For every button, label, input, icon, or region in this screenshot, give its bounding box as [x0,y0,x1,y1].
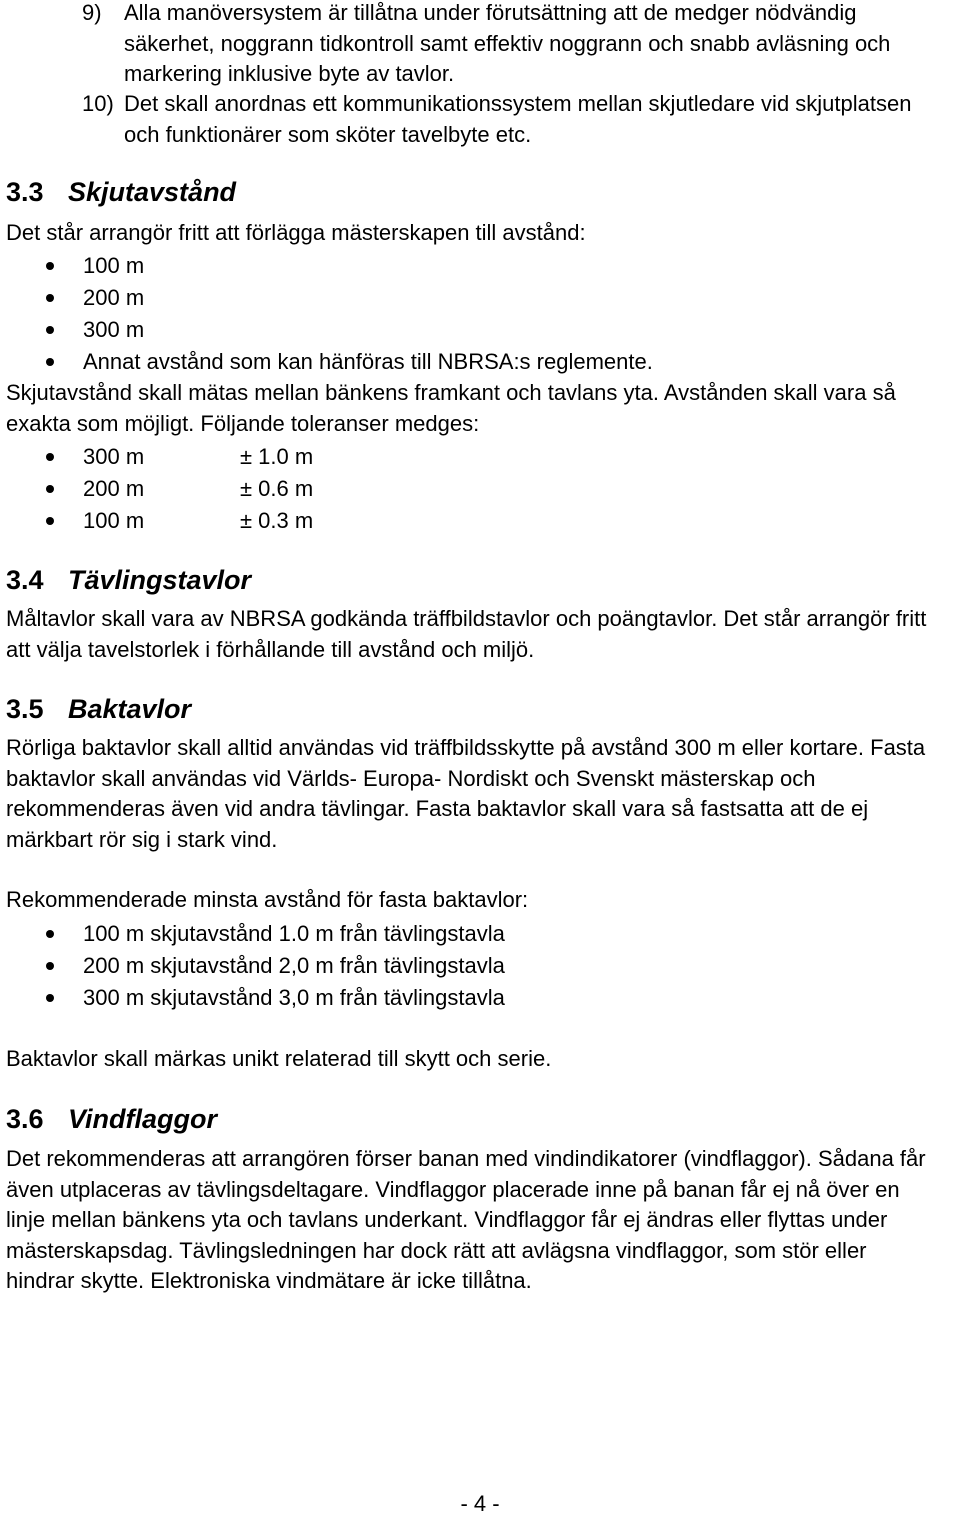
section-number: 3.6 [6,1104,44,1134]
section-3-5-recommend-intro: Rekommenderade minsta avstånd för fasta baktavlor: [6,887,529,912]
list-item [0,346,950,378]
list-item-text: 200 m [83,285,145,310]
section-heading-3-3 [6,176,236,208]
item-number: 10) [82,91,114,116]
section-heading-3-5 [6,693,191,725]
bullet-icon [46,326,54,334]
item-text: Alla manöversystem är tillåtna under förutsättning att de medger nödvändig säkerhet, noggrann tidkontroll samt effektiv noggrann och snabb avläsning och markering inklusive byte av tavlor. [124,0,891,86]
list-item-text: 300 m skjutavstånd 3,0 m från tävlingstavla [83,985,505,1010]
numbered-item-10 [82,89,920,150]
section-3-5-text: Rörliga baktavlor skall alltid användas vid träffbildsskytte på avstånd 300 m eller kortare. Fasta baktavlor skall användas vid Världs- Europa- Nordiskt och Svenskt mästerskap och rekommenderas även vid andra tävlingar. Fasta baktavlor skall vara så fastsatta att de ej märkbart rör sig i stark vind. [6,735,926,852]
section-number: 3.3 [6,177,44,207]
section-3-4-text: Måltavlor skall vara av NBRSA godkända träffbildstavlor och poängtavlor. Det står arrangör fritt att välja tavelstorlek i förhållande till avstånd och miljö. [6,606,927,662]
tolerance-distance: 200 m [83,476,145,501]
section-heading-3-4 [6,564,251,596]
recommendation-list [0,918,950,1014]
numbered-item-9 [82,0,920,90]
tolerance-value: ± 0.6 m [240,476,314,501]
tolerance-item [0,441,950,473]
tolerance-item [0,473,950,505]
list-item-text: 100 m [83,253,145,278]
list-item [0,250,950,282]
bullet-icon [46,453,54,461]
section-3-5-marking-text: Baktavlor skall märkas unikt relaterad till skytt och serie. [6,1046,552,1071]
section-3-3-measure-text: Skjutavstånd skall mätas mellan bänkens framkant och tavlans yta. Avstånden skall vara så exakta som möjligt. Följande toleranser medges: [6,380,896,436]
section-heading-3-6 [6,1103,217,1135]
section-title: Tävlingstavlor [68,565,252,595]
page-number: - 4 - [460,1491,500,1516]
list-item-text: 100 m skjutavstånd 1.0 m från tävlingstavla [83,921,505,946]
tolerance-item [0,505,950,537]
bullet-icon [46,517,54,525]
tolerance-distance: 100 m [83,508,145,533]
tolerance-value: ± 1.0 m [240,444,314,469]
bullet-icon [46,485,54,493]
section-number: 3.4 [6,565,44,595]
list-item [0,982,950,1014]
list-item [0,314,950,346]
section-title: Vindflaggor [68,1104,217,1134]
bullet-icon [46,262,54,270]
list-item [0,282,950,314]
bullet-icon [46,994,54,1002]
item-number: 9) [82,0,102,25]
item-text: Det skall anordnas ett kommunikationssystem mellan skjutledare vid skjutplatsen och funktionärer som sköter tavelbyte etc. [124,91,912,147]
list-item-text: 300 m [83,317,145,342]
bullet-icon [46,358,54,366]
section-3-3-intro: Det står arrangör fritt att förlägga mästerskapen till avstånd: [6,220,586,245]
tolerance-distance: 300 m [83,444,145,469]
bullet-icon [46,962,54,970]
section-number: 3.5 [6,694,44,724]
list-item [0,918,950,950]
list-item-text: 200 m skjutavstånd 2,0 m från tävlingstavla [83,953,505,978]
section-title: Baktavlor [68,694,192,724]
list-item-text: Annat avstånd som kan hänföras till NBRSA:s reglemente. [83,349,653,374]
distance-list [0,250,950,378]
tolerance-value: ± 0.3 m [240,508,314,533]
section-title: Skjutavstånd [68,177,237,207]
bullet-icon [46,294,54,302]
tolerance-list [0,441,950,537]
list-item [0,950,950,982]
section-3-6-text: Det rekommenderas att arrangören förser banan med vindindikatorer (vindflaggor). Sådana får även utplaceras av tävlingsdeltagare. Vindflaggor placerade inne på banan får ej nå över en linje mellan bänkens yta och tavlans underkant. Vindflaggor får ej ändras eller flyttas under mästerskapsdag. Tävlingsledningen har dock rätt att avlägsna vindflaggor, som stör eller hindrar skytte. Elektroniska vindmätare är icke tillåtna. [6,1146,926,1293]
bullet-icon [46,930,54,938]
